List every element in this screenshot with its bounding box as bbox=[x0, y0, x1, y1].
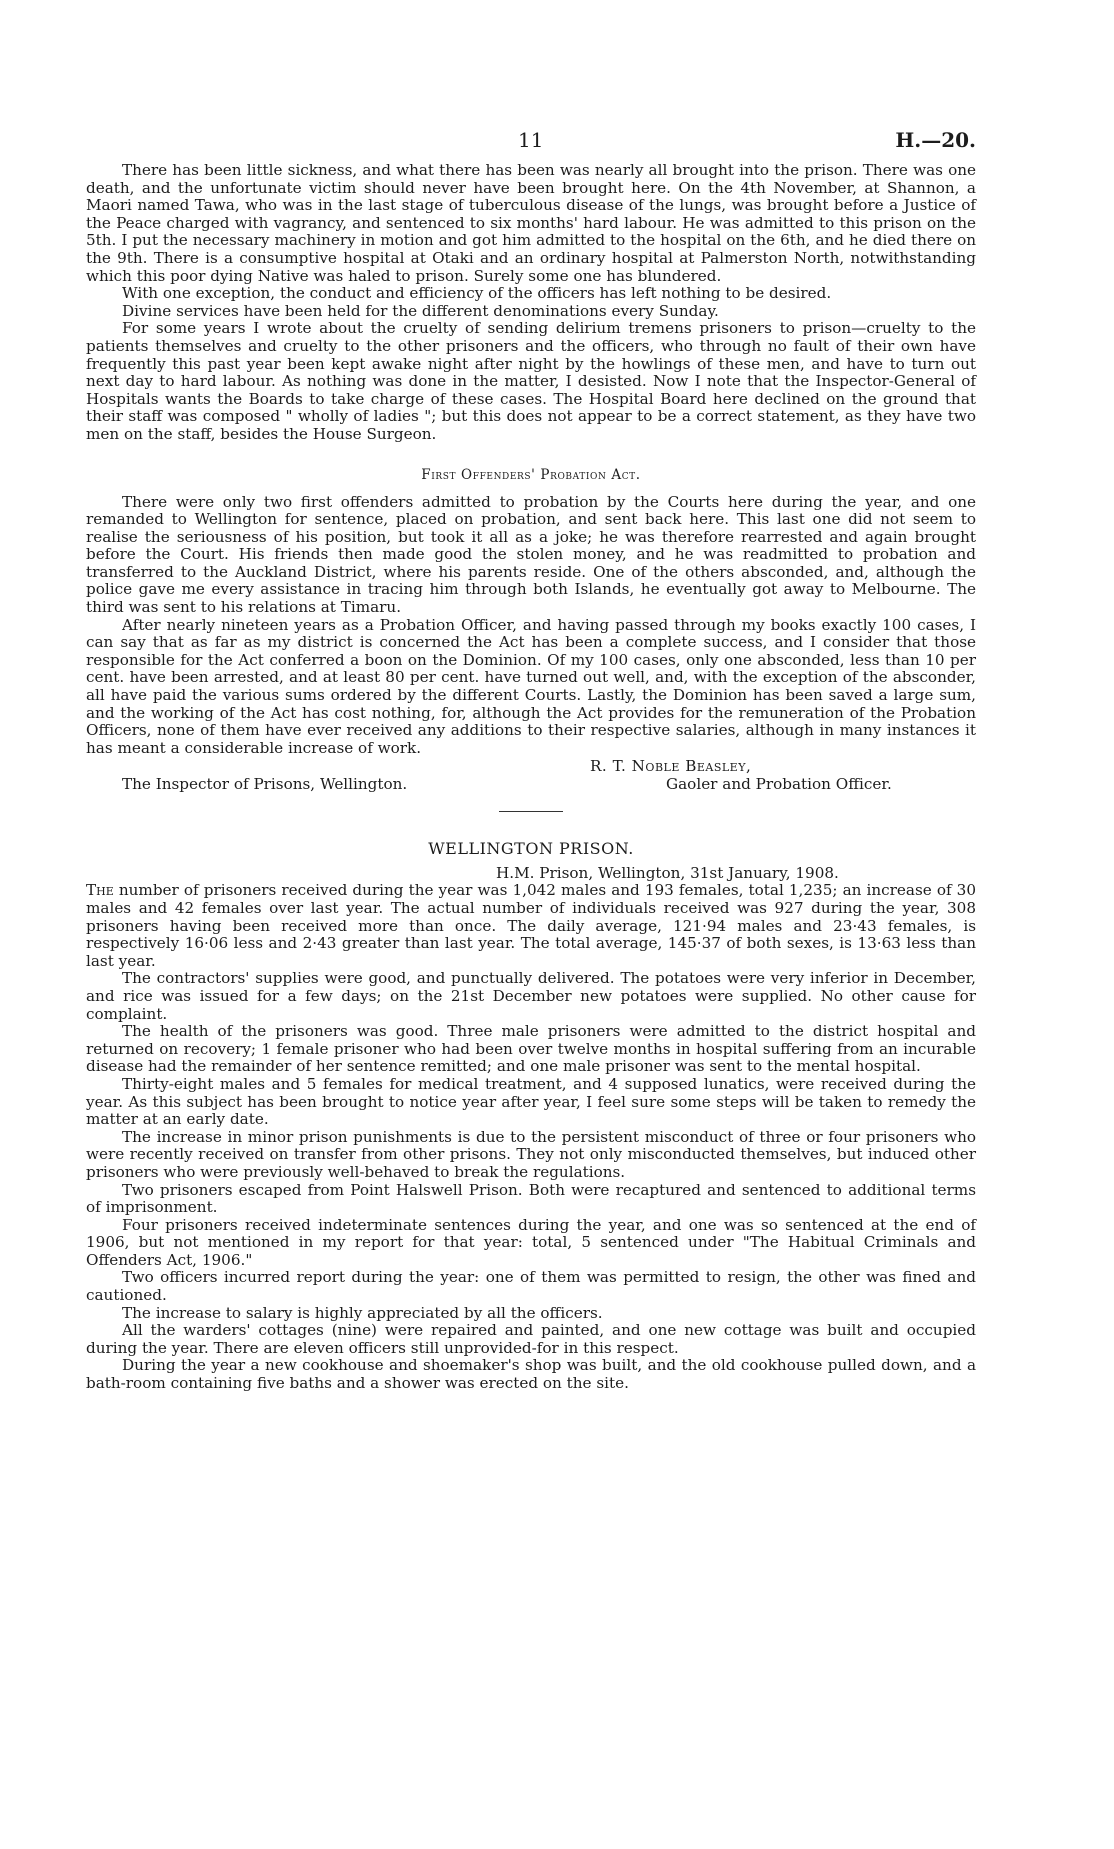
section-divider bbox=[499, 811, 563, 812]
paragraph: After nearly nineteen years as a Probation Officer, and having passed through my books exactly 100 cases, I can say that as far as my district is concerned the Act has been a complete success, and I consider that those responsible for the Act conferred a boon on the Dominion. Of my 100 cases, only one absconded, less than 10 per cent. have been arrested, and at least 80 per cent. have turned out well, and, with the exception of the absconder, all have paid the various sums ordered by the different Courts. Lastly, the Dominion has been saved a large sum, and the working of the Act has cost nothing, for, although the Act provides for the remuneration of the Probation Officers, none of them have ever received any additions to their respective salaries, although in many instances it has meant a considerable increase of work. bbox=[86, 615, 976, 757]
paragraph: The contractors' supplies were good, and punctually delivered. The potatoes were very inferior in December, and rice was issued for a few days; on the 21st December new potatoes were supplied. No other cause for complaint. bbox=[86, 969, 976, 1023]
paragraph: There has been little sickness, and what there has been was nearly all brought into the prison. There was one death, and the unfortunate victim should never have been brought here. On the 4th November, at Shannon, a Maori named Tawa, who was in the last stage of tuberculous disease of the lungs, was brought before a Justice of the Peace charged with vagrancy, and sentenced to six months' hard labour. He was admitted to this prison on the 5th. I put the necessary machinery in motion and got him admitted to the hospital on the 6th, and he died there on the 9th. There is a consumptive hospital at Otaki and an ordinary hospital at Palmerston North, notwithstanding which this poor dying Native was haled to prison. Surely some one has blundered. bbox=[86, 161, 976, 285]
paragraph: Two officers incurred report during the year: one of them was permitted to resign, the other was fined and cautioned. bbox=[86, 1268, 976, 1305]
paragraph: Four prisoners received indeterminate sentences during the year, and one was so sentenced at the end of 1906, but not mentioned in my report for that year: total, 5 sentenced under "The Habitual Criminals and Offenders Act, 1906." bbox=[86, 1215, 976, 1269]
paragraph bbox=[86, 882, 976, 970]
section-heading: WELLINGTON PRISON. bbox=[428, 839, 634, 859]
page-header bbox=[86, 128, 976, 162]
paragraph: The increase in minor prison punishments is due to the persistent misconduct of three or four prisoners who were recently received on transfer from other prisons. They not only misconducted themselves, but induced other prisoners who were previously well-behaved to break the regulations. bbox=[86, 1127, 976, 1181]
section-wellington-prison bbox=[86, 840, 976, 1392]
paragraph: Thirty-eight males and 5 females for medical treatment, and 4 supposed lunatics, were received during the year. As this subject has been brought to notice year after year, I feel sure some steps will be taken to remedy the matter at an early date. bbox=[86, 1074, 976, 1129]
signature-title: Gaoler and Probation Officer. bbox=[666, 775, 892, 794]
section-probation-act bbox=[86, 466, 976, 794]
paragraph: During the year a new cookhouse and shoemaker's shop was built, and the old cookhouse pulled down, and a bath-room containing five baths and a shower was erected on the site. bbox=[86, 1356, 976, 1393]
page-number: 11 bbox=[518, 128, 544, 152]
section-sickness-report bbox=[86, 162, 976, 444]
document-reference: H.—20. bbox=[895, 128, 976, 152]
paragraph: There were only two first offenders admitted to probation by the Courts here during the year, and one remanded to Wellington for sentence, placed on probation, and sent back here. This last one did not seem to realise the seriousness of his position, but took it all as a joke; he was therefore rearrested and again brought before the Court. His friends then made good the stolen money, and he was readmitted to probation and transferred to the Auckland District, where his parents reside. One of the others absconded, and, although the police gave me every assistance in tracing him through both Islands, he eventually got away to Melbourne. The third was sent to his relations at Timaru. bbox=[86, 492, 976, 617]
signature-name: R. T. Noble Beasley, bbox=[590, 757, 752, 776]
document-page bbox=[86, 128, 976, 1393]
addressee: The Inspector of Prisons, Wellington. bbox=[122, 775, 408, 794]
paragraph: Divine services have been held for the different denominations every Sunday. bbox=[122, 301, 719, 320]
paragraph: With one exception, the conduct and efficiency of the officers has left nothing to be desired. bbox=[122, 284, 832, 303]
dateline: H.M. Prison, Wellington, 31st January, 1908. bbox=[496, 864, 839, 883]
paragraph: For some years I wrote about the cruelty of sending delirium tremens prisoners to prison—cruelty to the patients themselves and cruelty to the other prisoners and the officers, who through no fault of their own have frequently this past year been kept awake night after night by the howlings of these men, and have to turn out next day to hard labour. As nothing was done in the matter, I desisted. Now I note that the Inspector-General of Hospitals wants the Boards to take charge of these cases. The Hospital Board here declined on the ground that their staff was composed " wholly of ladies "; but this does not appear to be a correct statement, as they have two men on the staff, besides the House Surgeon. bbox=[86, 319, 976, 443]
paragraph-text: number of prisoners received during the year was 1,042 males and 193 females, total 1,235; an increase of 30 males and 42 females over last year. The actual number of individuals received was 927 during the year, 308 prisoners having been received more than once. The daily average, 121·94 males and 23·43 females, is respectively 16·06 less and 2·43 greater than last year. The total average, 145·37 of both sexes, is 13·63 less than last year. bbox=[86, 881, 976, 970]
paragraph: All the warders' cottages (nine) were repaired and painted, and one new cottage was built and occupied during the year. There are eleven officers still unprovided-for in this respect. bbox=[86, 1321, 976, 1357]
paragraph: The health of the prisoners was good. Three male prisoners were admitted to the district hospital and returned on recovery; 1 female prisoner who had been over twelve months in hospital suffering from an incurable disease had the remainder of her sentence remitted; and one male prisoner was sent to the mental hospital. bbox=[86, 1022, 976, 1076]
run-in-word: The bbox=[86, 881, 114, 900]
paragraph: Two prisoners escaped from Point Halswell Prison. Both were recaptured and sentenced to additional terms of imprisonment. bbox=[86, 1180, 976, 1217]
signature-block bbox=[86, 757, 976, 793]
paragraph: The increase to salary is highly appreciated by all the officers. bbox=[122, 1303, 603, 1322]
section-heading: First Offenders' Probation Act. bbox=[421, 466, 641, 483]
